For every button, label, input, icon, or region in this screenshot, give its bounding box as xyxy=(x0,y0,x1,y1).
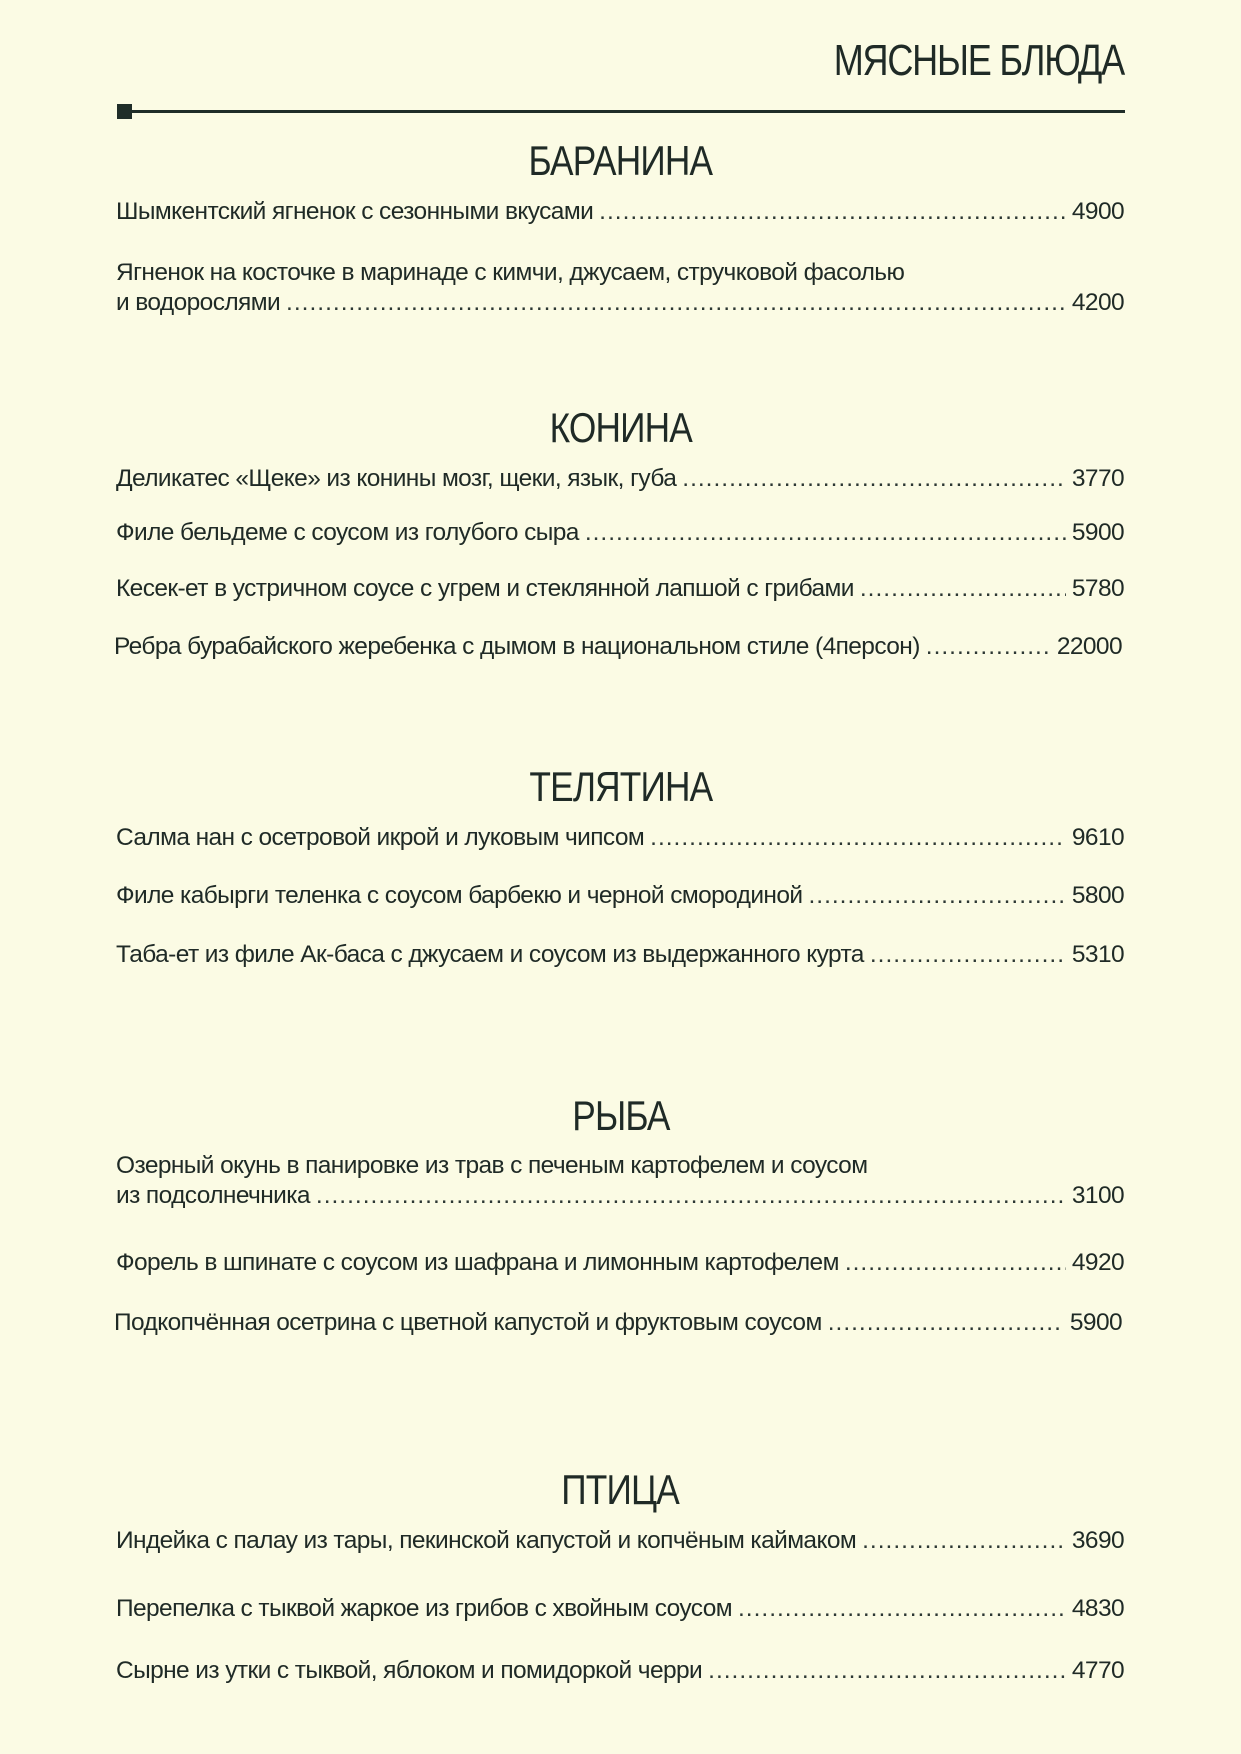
menu-item: Ягненок на косточке в маринаде с кимчи, джусаем, стручковой фасолью и водорослями ..... 4200 xyxy=(116,258,1124,318)
menu-item: Озерный окунь в панировке из трав с печеным картофелем и соусом из подсолнечника ..... 3100 xyxy=(116,1151,1124,1211)
section-title-veal: ТЕЛЯТИНА xyxy=(529,763,712,810)
section-title-fish: РЫБА xyxy=(571,1092,670,1139)
divider-square-ornament xyxy=(117,104,132,119)
menu-item: Форель в шпинате с соусом из шафрана и лимонным картофелем ..... 4920 xyxy=(116,1248,1124,1278)
menu-item: Сырне из утки с тыквой, яблоком и помидоркой черри ..... 4770 xyxy=(116,1656,1124,1686)
menu-item: Салма нан с осетровой икрой и луковым чипсом ..... 9610 xyxy=(116,823,1124,853)
section-title-poultry: ПТИЦА xyxy=(561,1466,680,1513)
menu-item: Ребра бурабайского жеребенка с дымом в национальном стиле (4персон) ..... 22000 xyxy=(114,632,1122,662)
menu-item: Филе кабырги теленка с соусом барбекю и черной смородиной ..... 5800 xyxy=(116,881,1124,911)
menu-item: Подкопчённая осетрина с цветной капустой и фруктовым соусом ..... 5900 xyxy=(114,1308,1122,1338)
menu-item: Таба-ет из филе Ак-баса с джусаем и соусом из выдержанного курта ..... 5310 xyxy=(116,940,1124,970)
menu-item: Шымкентский ягненок с сезонными вкусами ..... 4900 xyxy=(116,197,1124,227)
title-divider xyxy=(117,110,1125,113)
menu-item: Филе бельдеме с соусом из голубого сыра ..... 5900 xyxy=(116,518,1124,548)
page-title: МЯСНЫЕ БЛЮДА xyxy=(833,36,1124,85)
menu-item: Перепелка с тыквой жаркое из грибов с хвойным соусом ..... 4830 xyxy=(116,1594,1124,1624)
menu-item: Индейка с палау из тары, пекинской капустой и копчёным каймаком ..... 3690 xyxy=(116,1526,1124,1556)
section-title-horse: КОНИНА xyxy=(549,404,692,451)
section-title-lamb: БАРАНИНА xyxy=(528,137,713,184)
menu-item: Кесек-ет в устричном соусе с угрем и стеклянной лапшой с грибами ..... 5780 xyxy=(116,574,1124,604)
menu-item: Деликатес «Щеке» из конины мозг, щеки, язык, губа ..... 3770 xyxy=(116,464,1124,494)
